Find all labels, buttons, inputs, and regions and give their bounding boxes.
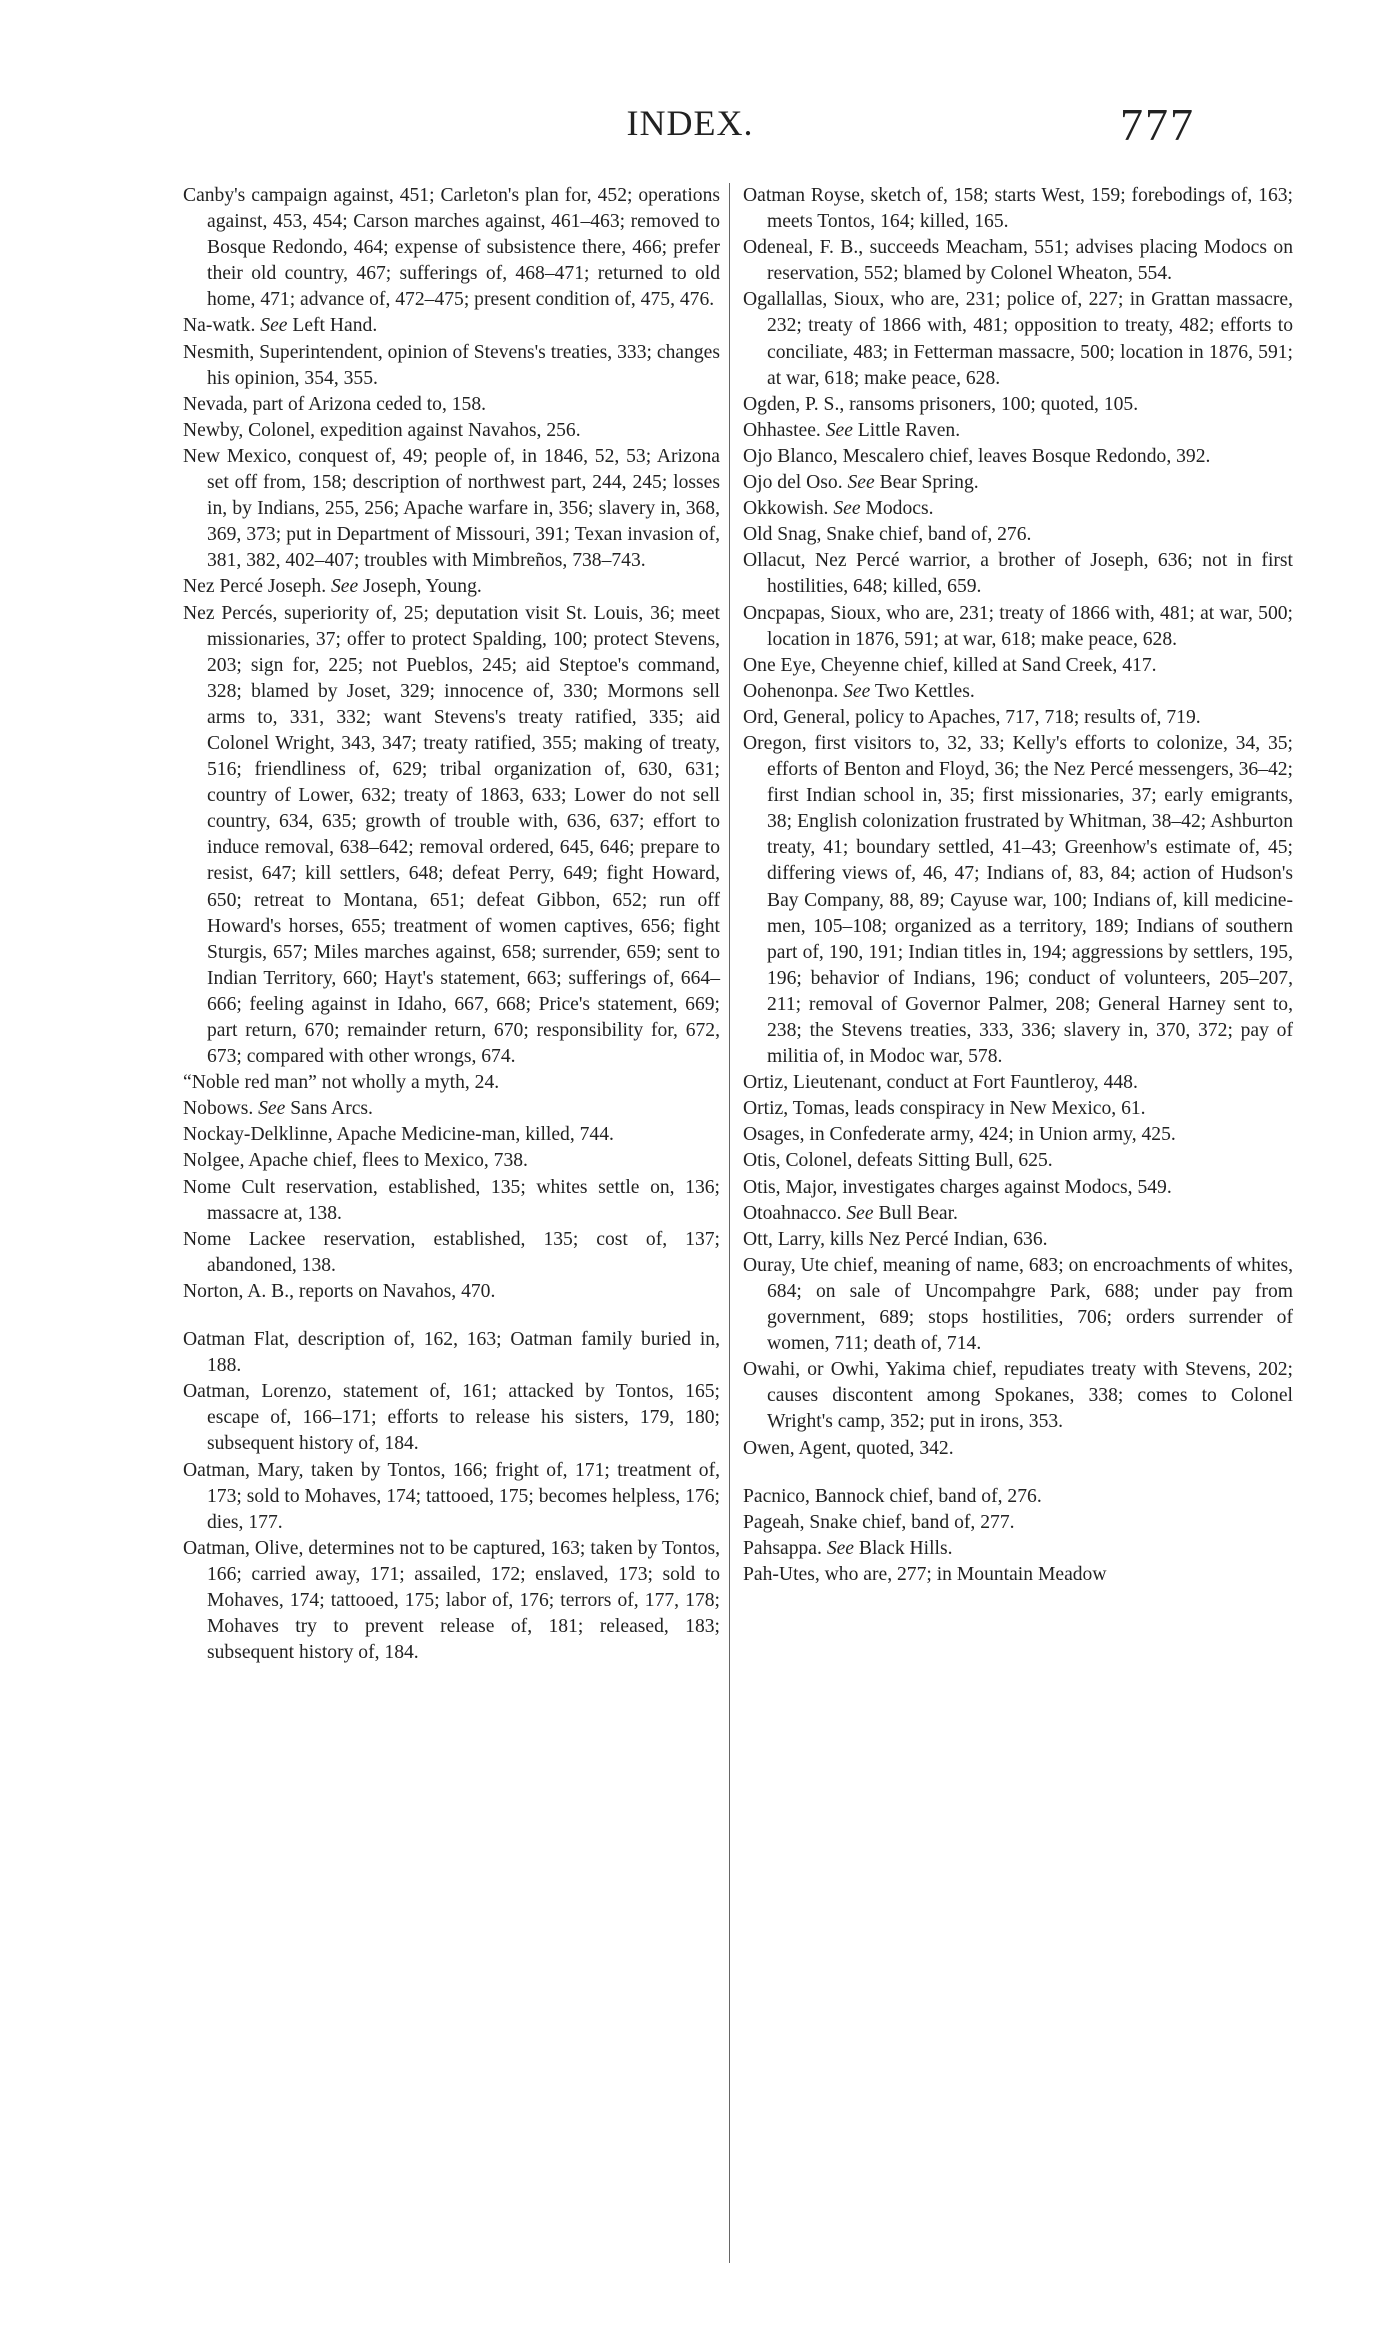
see-reference: See	[843, 680, 871, 702]
entry-text: Ogden, P. S., ransoms prisoners, 100; quoted, 105.	[743, 393, 1139, 415]
index-entry	[183, 1070, 720, 1096]
entry-text: Oncpapas, Sioux, who are, 231; treaty of 1866 with, 481; at war, 500; location in 1876, 591; at war, 618; make peace, 628.	[743, 602, 1293, 650]
entry-text: Bull Bear.	[873, 1202, 958, 1224]
index-entry	[743, 548, 1293, 600]
index-entry	[183, 1279, 720, 1305]
entry-text: Old Snag, Snake chief, band of, 276.	[743, 524, 1032, 546]
entry-text: Ortiz, Lieutenant, conduct at Fort Fauntleroy, 448.	[743, 1072, 1138, 1094]
entry-heading: Pahsappa.	[743, 1537, 827, 1559]
entry-heading: Nobows.	[183, 1098, 259, 1120]
entry-text: Black Hills.	[854, 1537, 953, 1559]
index-entry	[183, 340, 720, 392]
see-reference: See	[331, 576, 359, 598]
entry-text: Canby's campaign against, 451; Carleton's plan for, 452; operations against, 453, 454; Carson marches against, 461–463; removed to Bosque Redondo, 464; expense of subsistence there, 466; prefer their old country, 467; sufferings of, 468–471; returned to old home, 471; advance of, 472–475; present condition of, 475, 476.	[183, 185, 720, 311]
entry-heading: Nez Percé Joseph.	[183, 576, 331, 598]
index-entry	[743, 1175, 1293, 1201]
entry-text: Little Raven.	[852, 419, 961, 441]
index-entry	[743, 679, 1293, 705]
entry-text: Nockay-Delklinne, Apache Medicine-man, killed, 744.	[183, 1124, 614, 1146]
see-reference: See	[847, 472, 875, 494]
entry-text: Oatman Flat, description of, 162, 163; Oatman family buried in, 188.	[183, 1329, 720, 1377]
entry-text: Otis, Colonel, defeats Sitting Bull, 625.	[743, 1150, 1053, 1172]
entry-text: Ord, General, policy to Apaches, 717, 718; results of, 719.	[743, 706, 1201, 728]
entry-text: Newby, Colonel, expedition against Navahos, 256.	[183, 419, 581, 441]
entry-text: Nome Lackee reservation, established, 135; cost of, 137; abandoned, 138.	[183, 1228, 720, 1276]
index-entry	[183, 1175, 720, 1227]
column-divider	[729, 183, 730, 2263]
index-entry	[743, 392, 1293, 418]
index-entry	[183, 1148, 720, 1174]
see-reference: See	[846, 1202, 874, 1224]
entry-text: Two Kettles.	[870, 680, 975, 702]
entry-text: Pah-Utes, who are, 277; in Mountain Meadow	[743, 1563, 1107, 1585]
entry-text: Pageah, Snake chief, band of, 277.	[743, 1511, 1015, 1533]
index-entry	[743, 705, 1293, 731]
index-entry	[743, 183, 1293, 235]
entry-text: Otis, Major, investigates charges against Modocs, 549.	[743, 1176, 1172, 1198]
index-entry	[743, 444, 1293, 470]
entry-text: Owahi, or Owhi, Yakima chief, repudiates treaty with Stevens, 202; causes discontent among Spokanes, 338; comes to Colonel Wright's camp, 352; put in irons, 353.	[743, 1359, 1293, 1433]
see-reference: See	[258, 1098, 286, 1120]
index-entry	[743, 1122, 1293, 1148]
entry-text: Left Hand.	[287, 315, 378, 337]
entry-text: Bear Spring.	[874, 472, 979, 494]
index-entry	[183, 1096, 720, 1122]
index-entry	[183, 1379, 720, 1457]
entry-text: Ollacut, Nez Percé warrior, a brother of Joseph, 636; not in first hostilities, 648; killed, 659.	[743, 550, 1293, 598]
entry-text: One Eye, Cheyenne chief, killed at Sand Creek, 417.	[743, 654, 1157, 676]
entry-text: Pacnico, Bannock chief, band of, 276.	[743, 1485, 1042, 1507]
index-entry	[743, 1562, 1293, 1588]
entry-text: New Mexico, conquest of, 49; people of, in 1846, 52, 53; Arizona set off from, 158; description of northwest part, 244, 245; losses in, by Indians, 255, 256; Apache warfare in, 356; slavery in, 368, 369, 373; put in Department of Missouri, 391; Texan invasion of, 381, 382, 402–407; troubles with Mimbreños, 738–743.	[183, 445, 720, 572]
entry-text: Ortiz, Tomas, leads conspiracy in New Mexico, 61.	[743, 1098, 1146, 1120]
index-entry	[183, 418, 720, 444]
index-entry	[743, 1536, 1293, 1562]
entry-text: Modocs.	[860, 498, 934, 520]
index-entry	[183, 1122, 720, 1148]
index-entry	[183, 1327, 720, 1379]
see-reference: See	[833, 498, 861, 520]
index-entry	[743, 235, 1293, 287]
index-entry	[183, 183, 720, 313]
index-entry	[743, 1148, 1293, 1174]
entry-text: Oatman, Mary, taken by Tontos, 166; fright of, 171; treatment of, 173; sold to Mohaves, 174; tattooed, 175; becomes helpless, 176; dies, 177.	[183, 1459, 720, 1533]
entry-heading: Ohhastee.	[743, 419, 826, 441]
entry-text: Oregon, first visitors to, 32, 33; Kelly's efforts to colonize, 34, 35; efforts of Benton and Floyd, 36; the Nez Percé messengers, 36–42; first Indian school in, 35; first missionaries, 37; early emigrants, 38; English colonization frustrated by Whitman, 38–42; Ashburton treaty, 41; boundary settled, 41–43; Greenhow's estimate of, 45; differing views of, 46, 47; Indians of, 83, 84; action of Hudson's Bay Company, 88, 89; Cayuse war, 100; Indians of, kill medicine-men, 105–108; organized as a territory, 189; Indians of southern part of, 190, 191; Indian titles in, 194; aggressions by settlers, 195, 196; behavior of Indians, 196; conduct of volunteers, 205–207, 211; removal of Governor Palmer, 208; General Harney sent to, 238; the Stevens treaties, 333, 336; slavery in, 370, 372; pay of militia of, in Modoc war, 578.	[743, 732, 1293, 1068]
index-entry	[743, 1484, 1293, 1510]
entry-text: Ogallallas, Sioux, who are, 231; police of, 227; in Grattan massacre, 232; treaty of 1866 with, 481; opposition to treaty, 482; efforts to conciliate, 483; in Fetterman massacre, 500; location in 1876, 591; at war, 618; make peace, 628.	[743, 289, 1293, 389]
index-entry	[743, 731, 1293, 1070]
entry-text: Nevada, part of Arizona ceded to, 158.	[183, 393, 487, 415]
entry-text: Owen, Agent, quoted, 342.	[743, 1437, 954, 1459]
see-reference: See	[826, 1537, 855, 1559]
see-reference: See	[260, 315, 288, 337]
entry-text: Sans Arcs.	[285, 1098, 373, 1120]
page-number: 777	[1120, 99, 1195, 150]
entry-heading: Otoahnacco.	[743, 1202, 847, 1224]
index-entry	[743, 1227, 1293, 1253]
index-entry	[743, 1070, 1293, 1096]
index-entry	[743, 1510, 1293, 1536]
index-entry	[743, 1436, 1293, 1462]
entry-heading: Okkowish.	[743, 498, 834, 520]
index-column-left	[183, 183, 720, 1666]
entry-text: Osages, in Confederate army, 424; in Union army, 425.	[743, 1124, 1176, 1146]
index-column-right	[743, 183, 1293, 1588]
index-entry	[743, 1201, 1293, 1227]
index-entry	[743, 522, 1293, 548]
index-entry	[743, 496, 1293, 522]
index-entry	[743, 1357, 1293, 1435]
index-entry	[743, 1096, 1293, 1122]
entry-text: Oatman, Lorenzo, statement of, 161; attacked by Tontos, 165; escape of, 166–171; efforts to release his sisters, 179, 180; subsequent history of, 184.	[183, 1381, 720, 1455]
index-entry	[183, 1227, 720, 1279]
index-entry	[743, 418, 1293, 444]
entry-text: Norton, A. B., reports on Navahos, 470.	[183, 1280, 496, 1302]
page-header	[0, 99, 1380, 152]
index-entry	[183, 444, 720, 574]
index-entry	[743, 601, 1293, 653]
entry-text: Ott, Larry, kills Nez Percé Indian, 636.	[743, 1228, 1048, 1250]
page-title: INDEX.	[626, 103, 754, 143]
entry-text: Nome Cult reservation, established, 135; whites settle on, 136; massacre at, 138.	[183, 1176, 720, 1224]
entry-text: “Noble red man” not wholly a myth, 24.	[183, 1072, 500, 1094]
letter-section-gap	[183, 1305, 720, 1327]
entry-text: Nez Percés, superiority of, 25; deputation visit St. Louis, 36; meet missionaries, 37; offer to protect Spalding, 100; protect Stevens, 203; sign for, 225; not Pueblos, 245; aid Steptoe's command, 328; blamed by Joset, 329; innocence of, 330; Mormons sell arms to, 331, 332; want Stevens's treaty ratified, 335; aid Colonel Wright, 343, 347; treaty ratified, 355; making of treaty, 516; friendliness of, 629; tribal organization of, 630, 631; country of Lower, 632; treaty of 1863, 633; Lower do not sell country, 634, 635; growth of trouble with, 636, 637; effort to induce removal, 638–642; removal ordered, 645, 646; prepare to resist, 647; kill settlers, 648; defeat Perry, 649; fight Howard, 650; retreat to Montana, 651; defeat Gibbon, 652; run off Howard's horses, 655; treatment of women captives, 656; fight Sturgis, 657; Miles marches against, 658; surrender, 659; sent to Indian Territory, 660; Hayt's statement, 663; sufferings of, 664–666; feeling against in Idaho, 667, 668; Price's statement, 669; part return, 670; remainder return, 670; responsibility for, 672, 673; compared with other wrongs, 674.	[183, 602, 720, 1068]
index-entry	[183, 1536, 720, 1666]
entry-heading: Oohenonpa.	[743, 680, 844, 702]
index-entry	[743, 470, 1293, 496]
entry-text: Nesmith, Superintendent, opinion of Stevens's treaties, 333; changes his opinion, 354, 355.	[183, 341, 720, 389]
index-entry	[743, 1253, 1293, 1357]
entry-text: Ojo Blanco, Mescalero chief, leaves Bosque Redondo, 392.	[743, 445, 1211, 467]
entry-heading: Ojo del Oso.	[743, 472, 848, 494]
entry-heading: Na-watk.	[183, 315, 261, 337]
entry-text: Odeneal, F. B., succeeds Meacham, 551; advises placing Modocs on reservation, 552; blamed by Colonel Wheaton, 554.	[743, 237, 1293, 285]
entry-text: Joseph, Young.	[358, 576, 482, 598]
index-entry	[183, 392, 720, 418]
index-entry	[183, 601, 720, 1071]
see-reference: See	[825, 419, 853, 441]
entry-text: Oatman Royse, sketch of, 158; starts West, 159; forebodings of, 163; meets Tontos, 164; killed, 165.	[743, 185, 1293, 233]
index-entry	[183, 1458, 720, 1536]
letter-section-gap	[743, 1462, 1293, 1484]
index-entry	[183, 313, 720, 339]
index-entry	[743, 653, 1293, 679]
entry-text: Oatman, Olive, determines not to be captured, 163; taken by Tontos, 166; carried away, 171; assailed, 172; enslaved, 173; sold to Mohaves, 174; tattooed, 175; labor of, 176; terrors of, 177, 178; Mohaves try to prevent release of, 181; released, 183; subsequent history of, 184.	[183, 1537, 720, 1664]
index-entry	[743, 287, 1293, 391]
entry-text: Nolgee, Apache chief, flees to Mexico, 738.	[183, 1150, 528, 1172]
index-entry	[183, 574, 720, 600]
entry-text: Ouray, Ute chief, meaning of name, 683; on encroachments of whites, 684; on sale of Uncompahgre Park, 688; under pay from government, 689; stops hostilities, 706; orders surrender of women, 711; death of, 714.	[743, 1254, 1293, 1355]
